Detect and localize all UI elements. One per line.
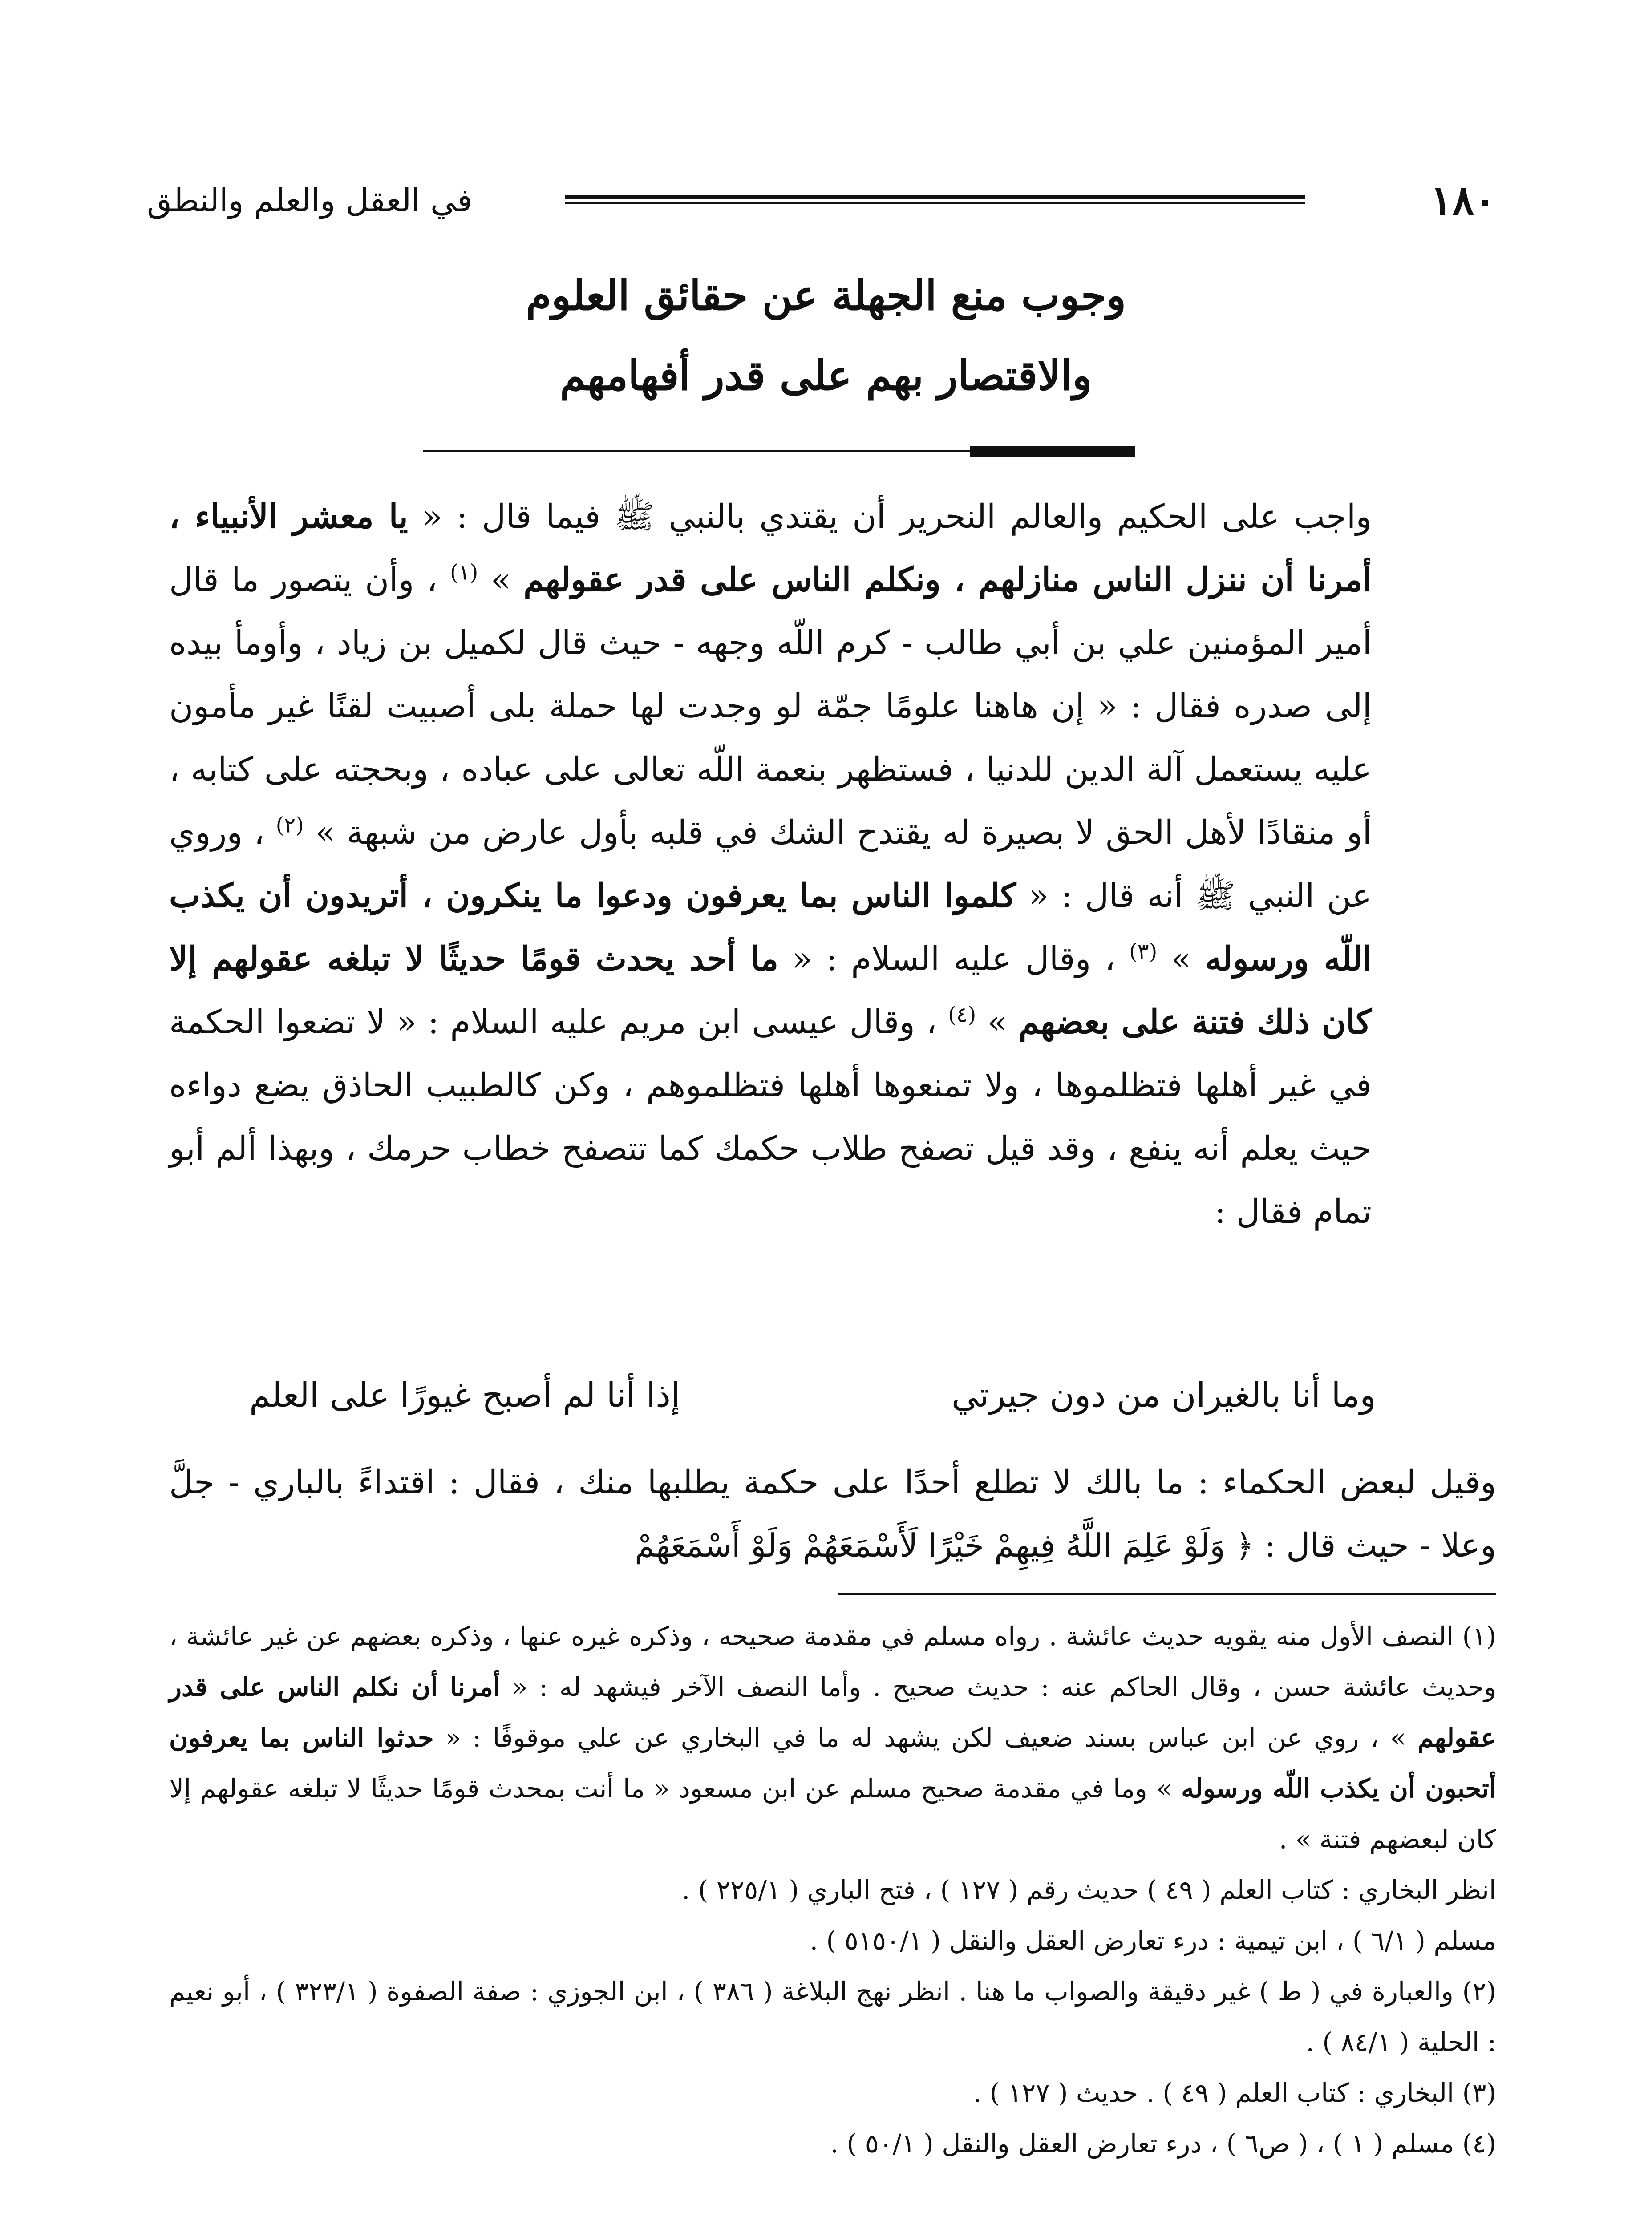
text-run: » — [1157, 940, 1205, 978]
paragraph — [169, 485, 1496, 1243]
text-run: » ، روي عن ابن عباس بسند ضعيف لكن يشهد له ما في البخاري عن علي موقوفًا : « — [433, 1723, 1418, 1753]
running-title: في العقل والعلم والنطق — [147, 182, 473, 219]
text-run: » — [976, 1003, 1019, 1041]
text-run: واجب على الحكيم والعالم النحرير أن يقتدي بالنبي ﷺ فيما قال : « — [408, 498, 1372, 536]
header-rule — [565, 195, 1305, 206]
page-number: ١٨٠ — [1430, 176, 1496, 224]
main-text-continued — [169, 1451, 1496, 1577]
footnote-ref: (١) — [450, 560, 478, 585]
hadith-quote: كلموا الناس بما يعرفون ودعوا ما ينكرون ، أتريدون أن يكذب اللّه ورسوله — [169, 877, 1372, 978]
footnotes — [169, 1611, 1496, 2169]
paragraph — [169, 1451, 1496, 1577]
footnote-ref: (٣) — [1129, 939, 1158, 964]
footnote-ref: (٤) — [948, 1002, 976, 1028]
footnote-1-reference: مسلم ( ٦/١ ) ، ابن تيمية : درء تعارض العقل والنقل ( ٥١٥٠/١ ) . — [810, 1926, 1496, 1956]
text-run: » وما في مقدمة صحيح مسلم عن ابن مسعود « ما أنت بمحدث قومًا حديثًا لا تبلغه عقولهم إلا كان لبعضهم فتنة » . — [169, 1773, 1496, 1854]
main-text — [169, 485, 1496, 1243]
title-underline — [423, 441, 1135, 458]
text-run: ، وقال عليه السلام : « — [778, 940, 1130, 978]
poetry-verse — [249, 1375, 1376, 1437]
chapter-title-line1: وجوب منع الجهلة عن حقائق العلوم — [526, 271, 1126, 320]
quran-quote: ﴿ وَلَوْ عَلِمَ اللَّهُ فِيهِمْ خَيْرًا لَأَسْمَعَهُمْ وَلَوْ أَسْمَعَهُمْ — [634, 1527, 1254, 1564]
footnote-ref: (٢) — [275, 813, 304, 838]
footnote-2: (٢) والعبارة في ( ط ) غير دقيقة والصواب ما هنا . انظر نهج البلاغة ( ٣٨٦ ) ، ابن الجوزي : صفة الصفوة ( ٣٢٣/١ ) ، أبو نعيم : الحلية ( ٨٤/١ ) . — [169, 1976, 1497, 2057]
text-run: ، وروي عن النبي ﷺ أنه قال : « — [169, 813, 1372, 915]
text-run: وقيل لبعض الحكماء : ما بالك لا تطلع أحدًا على حكمة يطلبها منك ، فقال : اقتداءً بالباري - جلَّ وعلا - حيث قال : — [169, 1463, 1496, 1565]
footnote-1 — [169, 1611, 1496, 1865]
footnote-separator — [838, 1593, 1496, 1595]
running-header — [147, 174, 1496, 227]
hadith-quote: أمرنا أن نكلم الناس على قدر عقولهم — [169, 1672, 1496, 1753]
footnote-3: (٣) البخاري : كتاب العلم ( ٤٩ ) . حديث ( ١٢٧ ) . — [973, 2078, 1496, 2108]
hadith-quote: ما أحد يحدث قومًا حديثًا لا تبلغه عقولهم إلا كان ذلك فتنة على بعضهم — [169, 940, 1372, 1041]
chapter-title-line2: والاقتصار بهم على قدر أفهامهم — [560, 352, 1092, 400]
hadith-quote: يا معشر الأنبياء ، أمرنا أن ننزل الناس منازلهم ، ونكلم الناس على قدر عقولهم — [169, 498, 1372, 599]
verse-first-hemistich: وما أنا بالغيران من دون جيرتي — [952, 1375, 1376, 1415]
footnote-1-reference: انظر البخاري : كتاب العلم ( ٤٩ ) حديث رقم ( ١٢٧ ) ، فتح الباري ( ٢٢٥/١ ) . — [681, 1875, 1496, 1905]
text-run: (١) النصف الأول منه يقويه حديث عائشة . رواه مسلم في مقدمة صحيحه ، وذكره غيره عنها ، وذكره بعضهم عن غير عائشة ، وحديث عائشة حسن ، وقال الحاكم عنه : حديث صحيح . وأما النصف الآخر فيشهد له : « — [169, 1621, 1497, 1702]
text-run: » — [478, 561, 524, 599]
hadith-quote: حدثوا الناس بما يعرفون أتحبون أن يكذب اللّه ورسوله — [169, 1723, 1496, 1804]
text-run: ، وقال عيسى ابن مريم عليه السلام : « لا تضعوا الحكمة في غير أهلها فتظلموها ، ولا تمنعوها أهلها فتظلموهم ، وكن كالطبيب الحاذق يضع دواءه حيث يعلم أنه ينفع ، وقد قيل تصفح طلاب حكمك كما تتصفح خطاب حرمك ، وبهذا ألم أبو تمام فقال : — [169, 1003, 1372, 1231]
text-run: ، وأن يتصور ما قال أمير المؤمنين علي بن أبي طالب - كرم اللّه وجهه - حيث قال لكميل بن زياد ، وأومأ بيده إلى صدره فقال : « إن هاهنا علومًا جمّة لو وجدت لها حملة بلى أصبيت لقنًا غير مأمون عليه يستعمل آلة الدين للدنيا ، فستظهر بنعمة اللّه تعالى على عباده ، وبحجته على كتابه ، أو منقادًا لأهل الحق لا بصيرة له يقتدح الشك في قلبه بأول عارض من شبهة » — [169, 561, 1372, 852]
footnote-4: (٤) مسلم ( ١ ) ، ( ص٦ ) ، درء تعارض العقل والنقل ( ٥٠/١ ) . — [830, 2128, 1496, 2159]
verse-second-hemistich: إذا أنا لم أصبح غيورًا على العلم — [249, 1375, 680, 1415]
